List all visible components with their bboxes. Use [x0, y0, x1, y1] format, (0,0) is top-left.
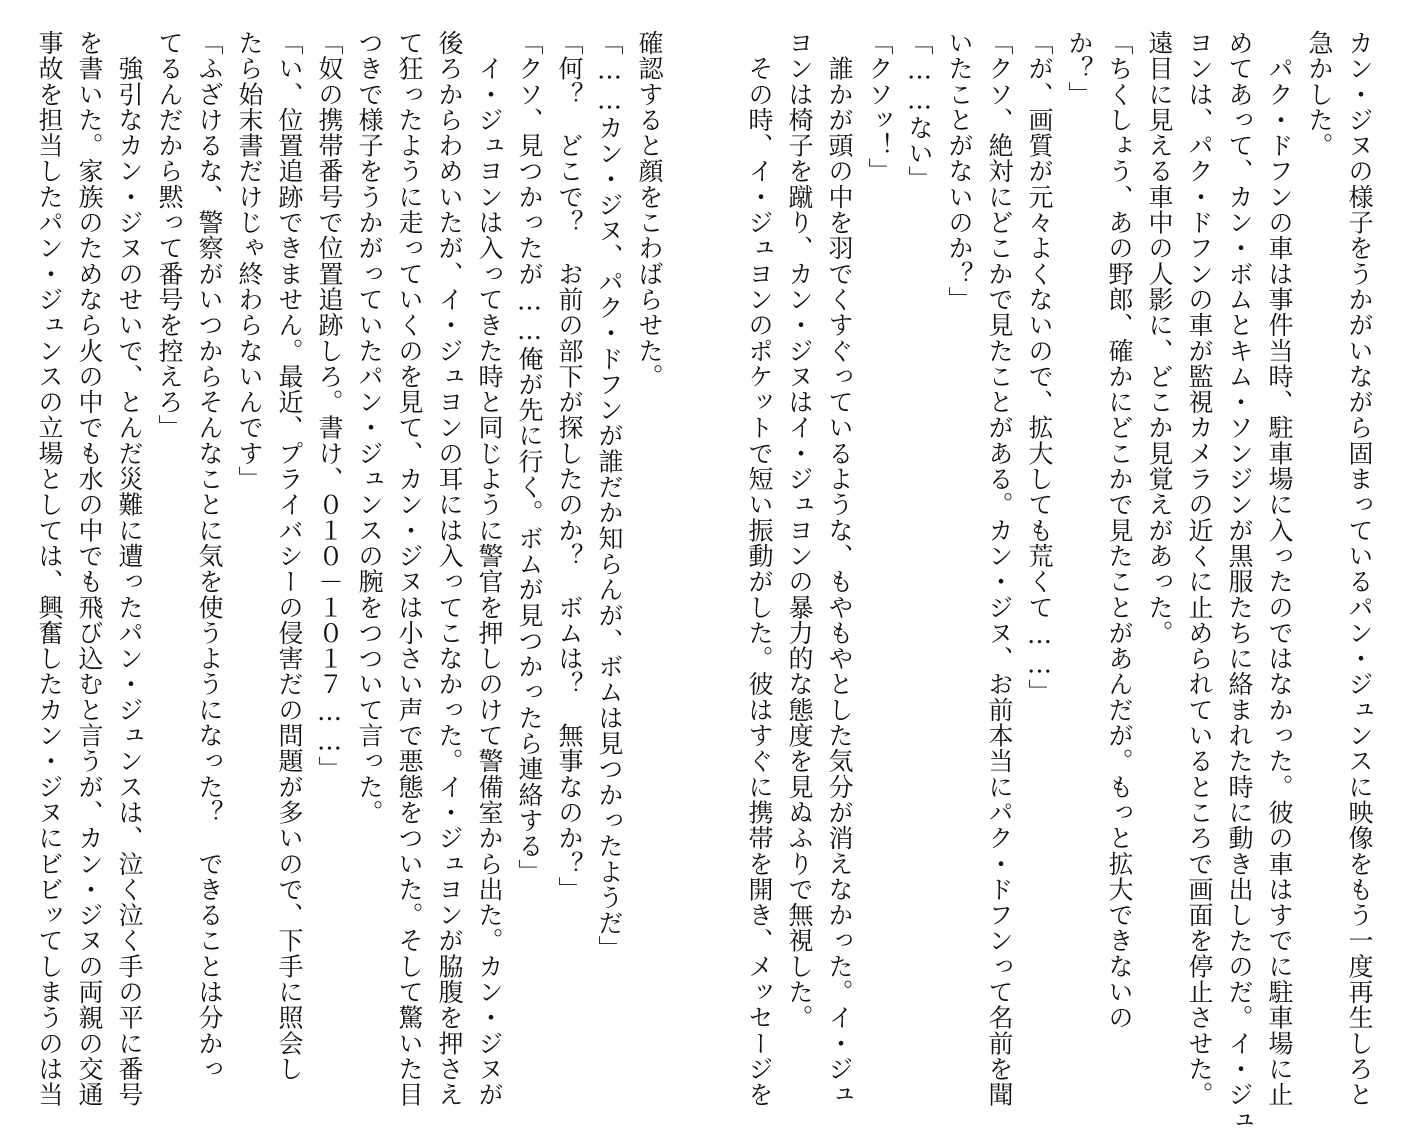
text-line: を書いた。家族のためなら火の中でも水の中でも飛び込むと言うが、カン・ジヌの両親の交通: [75, 30, 104, 1108]
text-line: 「ふざけるな、警察がいつからそんなことに気を使うようになった？ できることは分かっ: [195, 30, 224, 1082]
text-line: ヨンは椅子を蹴り、カン・ジヌはイ・ジュヨンの暴力的な態度を見ぬふりで無視した。: [785, 30, 814, 1031]
text-line: 確認すると顔をこわばらせた。: [635, 30, 664, 390]
text-line: たら始末書だけじゃ終わらないんです」: [235, 30, 264, 492]
text-line: めてあって、カン・ボムとキム・ソンジンが黒服たちに絡まれた時に動き出したのだ。イ・ジュ: [1225, 30, 1254, 1133]
text-line: 急かした。: [1305, 30, 1334, 159]
text-line: 「奴の携帯番号で位置追跡しろ。書け、０１０－１０１７……」: [315, 30, 344, 782]
text-line: 事故を担当したパン・ジュンスの立場としては、興奮したカン・ジヌにビビッてしまうのは当: [35, 30, 64, 1108]
text-line: 遠目に見える車中の人影に、どこか見覚えがあった。: [1145, 30, 1174, 646]
text-line: 「クソ、絶対にどこかで見たことがある。カン・ジヌ、お前本当にパク・ドフンって名前を聞: [985, 30, 1014, 1108]
text-line: てるんだから黙って番号を控えろ」: [155, 30, 184, 441]
text-line: 「ちくしょう、あの野郎、確かにどこかで見たことがあんだが。もっと拡大できないの: [1105, 30, 1134, 1031]
text-line: その時、イ・ジュヨンのポケットで短い振動がした。彼はすぐに携帯を開き、メッセージを: [745, 30, 774, 1108]
text-line: 後ろからわめいたが、イ・ジュヨンの耳には入ってこなかった。イ・ジュヨンが脇腹を押さえ: [435, 30, 464, 1108]
text-line: いたことがないのか？」: [945, 30, 974, 313]
text-line: パク・ドフンの車は事件当時、駐車場に入ったのではなかった。彼の車はすでに駐車場に止: [1265, 30, 1294, 1108]
text-line: 「が、画質が元々よくないので、拡大しても荒くて……」: [1025, 30, 1054, 705]
text-line: カン・ジヌの様子をうかがいながら固まっているパン・ジュンスに映像をもう一度再生しろと: [1345, 30, 1374, 1108]
text-line: 強引なカン・ジヌのせいで、とんだ災難に遭ったパン・ジュンスは、泣く泣く手の平に番号: [115, 30, 144, 1108]
text-line: 「クソッ！」: [865, 30, 894, 184]
text-line: 誰かが頭の中を羽でくすぐっているような、もやもやとした気分が消えなかった。イ・ジュ: [825, 30, 854, 1108]
text-line: か？」: [1065, 30, 1094, 107]
text-line: ヨンは、パク・ドフンの車が監視カメラの近くに止められているところで画面を停止させた。: [1185, 30, 1214, 1108]
text-line: イ・ジュヨンは入ってきた時と同じように警官を押しのけて警備室から出た。カン・ジヌが: [475, 30, 504, 1108]
text-line: 「……ない」: [905, 30, 934, 192]
text-line: つきで様子をうかがっていたパン・ジュンスの腕をつついて言った。: [355, 30, 384, 826]
text-line: 「クソ、見つかったが……俺が先に行く。ボムが見つかったら連絡する」: [515, 30, 544, 885]
text-line: 「い、位置追跡できません。最近、プライバシーの侵害だの問題が多いので、下手に照会し: [275, 30, 304, 1082]
text-line: 「……カン・ジヌ、パク・ドフンが誰だか知らんが、ボムは見つかったようだ」: [595, 30, 624, 962]
text-line: 「何？ どこで？ お前の部下が探したのか？ ボムは？ 無事なのか？」: [555, 30, 584, 903]
text-line: て狂ったように走っていくのを見て、カン・ジヌは小さい声で悪態をついた。そして驚いた目: [395, 30, 424, 1108]
